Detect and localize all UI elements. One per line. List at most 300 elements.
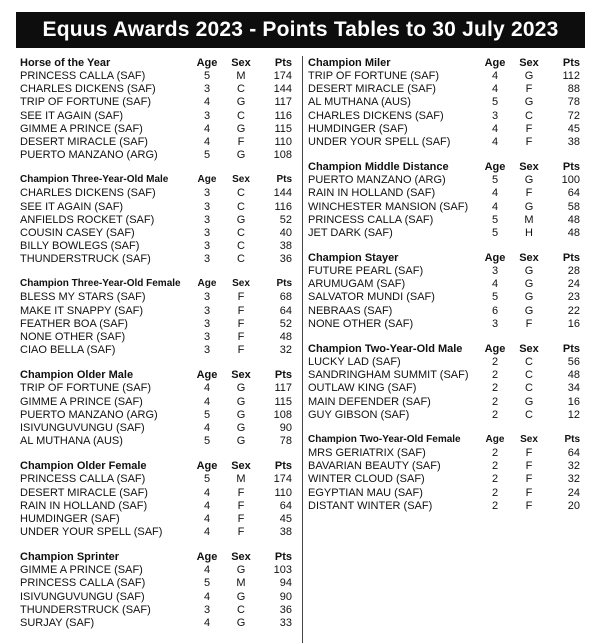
table-row bbox=[308, 201, 586, 214]
horse-name: PRINCESS CALLA (SAF) bbox=[20, 577, 146, 590]
table-row bbox=[20, 96, 298, 109]
horse-age: 2 bbox=[491, 460, 499, 473]
table-title: Champion Older Male bbox=[20, 369, 134, 382]
horse-name: ISIVUNGUVUNGU (SAF) bbox=[20, 590, 145, 603]
horse-name: DESERT MIRACLE (SAF) bbox=[20, 486, 148, 499]
horse-age: 2 bbox=[491, 408, 499, 421]
sex-header: Sex bbox=[519, 343, 539, 355]
table-row bbox=[20, 344, 298, 357]
horse-sex: F bbox=[525, 446, 533, 459]
horse-sex: C bbox=[237, 603, 245, 616]
table-title: Champion Older Female bbox=[20, 460, 147, 473]
horse-name: AL MUTHANA (AUS) bbox=[20, 435, 123, 448]
horse-sex: C bbox=[237, 83, 245, 96]
table-header bbox=[20, 56, 298, 70]
table-row bbox=[308, 369, 586, 382]
table-row bbox=[20, 435, 298, 448]
table-row bbox=[308, 83, 586, 96]
horse-sex: F bbox=[237, 512, 245, 525]
table-row bbox=[20, 70, 298, 83]
pts-header: Pts bbox=[274, 551, 292, 564]
horse-sex: G bbox=[236, 149, 246, 162]
horse-points: 112 bbox=[562, 70, 580, 82]
horse-name: MRS GERIATRIX (SAF) bbox=[308, 446, 426, 459]
horse-age: 3 bbox=[203, 213, 211, 226]
table-row bbox=[308, 318, 586, 331]
horse-age: 2 bbox=[491, 499, 499, 512]
horse-age: 4 bbox=[203, 382, 211, 395]
horse-sex: G bbox=[236, 617, 246, 629]
horse-sex: H bbox=[525, 226, 533, 239]
horse-age: 3 bbox=[203, 253, 211, 266]
sex-header: Sex bbox=[519, 161, 539, 174]
horse-age: 4 bbox=[491, 122, 499, 135]
horse-age: 3 bbox=[203, 83, 211, 96]
horse-name: RAIN IN HOLLAND (SAF) bbox=[20, 499, 148, 512]
table-row bbox=[308, 473, 586, 486]
horse-sex: G bbox=[524, 278, 534, 291]
horse-name: SALVATOR MUNDI (SAF) bbox=[308, 291, 435, 304]
table-row bbox=[20, 187, 298, 200]
horse-name: TRIP OF FORTUNE (SAF) bbox=[20, 96, 151, 109]
horse-points: 58 bbox=[567, 200, 580, 213]
horse-age: 2 bbox=[491, 486, 499, 499]
table-row bbox=[20, 201, 298, 214]
horse-points: 48 bbox=[567, 226, 580, 239]
table-header bbox=[308, 56, 586, 70]
horse-name: GIMME A PRINCE (SAF) bbox=[20, 122, 143, 135]
horse-age: 3 bbox=[491, 109, 499, 122]
horse-sex: F bbox=[237, 526, 245, 539]
table-title: Champion Sprinter bbox=[20, 551, 120, 564]
horse-name: ISIVUNGUVUNGU (SAF) bbox=[20, 421, 145, 434]
horse-name: CHARLES DICKENS (SAF) bbox=[20, 83, 156, 96]
table-row bbox=[20, 291, 298, 304]
horse-sex: F bbox=[237, 291, 245, 304]
horse-points: 38 bbox=[279, 526, 292, 539]
horse-age: 4 bbox=[203, 512, 211, 525]
horse-name: PUERTO MANZANO (ARG) bbox=[20, 149, 158, 162]
horse-name: THUNDERSTRUCK (SAF) bbox=[20, 603, 151, 616]
horse-age: 3 bbox=[203, 240, 211, 253]
age-header: Age bbox=[196, 57, 218, 69]
table-row bbox=[20, 253, 298, 266]
horse-age: 5 bbox=[203, 577, 211, 590]
horse-sex: F bbox=[525, 499, 533, 512]
horse-sex: F bbox=[525, 317, 533, 330]
horse-points: 64 bbox=[567, 187, 580, 200]
horse-points: 103 bbox=[273, 564, 292, 577]
horse-points: 88 bbox=[567, 83, 580, 96]
sex-header: Sex bbox=[231, 57, 251, 69]
table-row bbox=[20, 214, 298, 227]
table-row bbox=[308, 136, 586, 149]
horse-sex: G bbox=[524, 200, 534, 213]
horse-points: 28 bbox=[567, 265, 580, 278]
horse-age: 4 bbox=[491, 83, 499, 96]
age-header: Age bbox=[484, 161, 506, 174]
points-table bbox=[308, 56, 586, 149]
horse-sex: F bbox=[525, 83, 533, 96]
horse-sex: G bbox=[524, 265, 534, 278]
horse-age: 4 bbox=[491, 200, 499, 213]
horse-age: 2 bbox=[491, 473, 499, 486]
table-row bbox=[20, 604, 298, 617]
horse-points: 32 bbox=[567, 473, 580, 486]
horse-age: 2 bbox=[491, 356, 499, 368]
horse-points: 36 bbox=[279, 253, 292, 266]
horse-name: SURJAY (SAF) bbox=[20, 617, 95, 629]
table-title: Champion Three-Year-Old Female bbox=[20, 278, 181, 290]
horse-name: GIMME A PRINCE (SAF) bbox=[20, 564, 143, 577]
horse-age: 5 bbox=[491, 226, 499, 239]
horse-points: 116 bbox=[274, 200, 292, 213]
horse-sex: G bbox=[524, 304, 534, 317]
horse-age: 2 bbox=[491, 395, 499, 408]
horse-age: 4 bbox=[203, 499, 211, 512]
table-title: Champion Miler bbox=[308, 57, 391, 69]
table-row bbox=[308, 123, 586, 136]
points-table bbox=[308, 160, 586, 240]
table-header bbox=[308, 433, 586, 447]
horse-age: 3 bbox=[203, 109, 211, 122]
horse-points: 24 bbox=[567, 278, 580, 291]
horse-points: 117 bbox=[274, 382, 292, 395]
horse-sex: C bbox=[525, 382, 533, 395]
table-row bbox=[20, 305, 298, 318]
table-row bbox=[308, 500, 586, 513]
horse-sex: G bbox=[236, 382, 246, 395]
table-row bbox=[20, 123, 298, 136]
table-row bbox=[308, 460, 586, 473]
column-divider bbox=[302, 56, 303, 643]
pts-header: Pts bbox=[276, 278, 292, 290]
table-row bbox=[308, 70, 586, 83]
horse-points: 32 bbox=[279, 344, 292, 357]
horse-name: ARUMUGAM (SAF) bbox=[308, 278, 406, 291]
horse-points: 38 bbox=[567, 135, 580, 148]
horse-name: SEE IT AGAIN (SAF) bbox=[20, 200, 124, 213]
horse-sex: G bbox=[236, 564, 246, 577]
horse-age: 5 bbox=[203, 70, 211, 82]
table-row bbox=[308, 447, 586, 460]
horse-points: 116 bbox=[274, 109, 292, 122]
horse-sex: G bbox=[524, 395, 534, 408]
horse-name: WINTER CLOUD (SAF) bbox=[308, 473, 425, 486]
page-title: Equus Awards 2023 - Points Tables to 30 July 2023 bbox=[16, 12, 585, 48]
pts-header: Pts bbox=[276, 174, 292, 186]
horse-sex: F bbox=[237, 499, 245, 512]
horse-points: 32 bbox=[567, 460, 580, 473]
table-row bbox=[20, 149, 298, 162]
sex-header: Sex bbox=[232, 278, 250, 290]
table-row bbox=[20, 577, 298, 590]
horse-sex: C bbox=[525, 408, 533, 421]
horse-age: 3 bbox=[203, 187, 211, 200]
horse-points: 64 bbox=[279, 499, 292, 512]
table-row bbox=[20, 526, 298, 539]
horse-points: 68 bbox=[279, 291, 292, 304]
horse-points: 16 bbox=[567, 395, 580, 408]
age-header: Age bbox=[196, 551, 218, 564]
horse-name: COUSIN CASEY (SAF) bbox=[20, 226, 135, 239]
horse-age: 2 bbox=[491, 382, 499, 395]
horse-points: 115 bbox=[274, 395, 292, 408]
horse-points: 94 bbox=[279, 577, 292, 590]
sex-header: Sex bbox=[231, 460, 251, 473]
horse-name: GUY GIBSON (SAF) bbox=[308, 408, 410, 421]
horse-sex: M bbox=[236, 70, 246, 82]
horse-age: 5 bbox=[491, 291, 499, 304]
horse-points: 36 bbox=[279, 603, 292, 616]
horse-age: 4 bbox=[491, 187, 499, 200]
horse-age: 3 bbox=[203, 291, 211, 304]
horse-name: NONE OTHER (SAF) bbox=[308, 317, 414, 330]
horse-name: JET DARK (SAF) bbox=[308, 226, 393, 239]
horse-name: CHARLES DICKENS (SAF) bbox=[20, 187, 156, 200]
table-row bbox=[20, 240, 298, 253]
horse-age: 3 bbox=[491, 265, 499, 278]
horse-name: RAIN IN HOLLAND (SAF) bbox=[308, 187, 436, 200]
horse-points: 24 bbox=[567, 486, 580, 499]
horse-age: 5 bbox=[491, 96, 499, 109]
horse-name: PRINCESS CALLA (SAF) bbox=[20, 473, 146, 486]
horse-age: 3 bbox=[491, 317, 499, 330]
horse-sex: F bbox=[525, 460, 533, 473]
sex-header: Sex bbox=[231, 551, 251, 564]
horse-points: 117 bbox=[274, 96, 292, 109]
table-row bbox=[20, 473, 298, 486]
table-row bbox=[20, 487, 298, 500]
age-header: Age bbox=[484, 252, 506, 265]
horse-name: HUMDINGER (SAF) bbox=[20, 512, 120, 525]
horse-sex: G bbox=[236, 213, 246, 226]
table-row bbox=[308, 265, 586, 278]
horse-name: DISTANT WINTER (SAF) bbox=[308, 499, 433, 512]
points-table bbox=[20, 368, 298, 448]
horse-points: 78 bbox=[567, 96, 580, 109]
table-row bbox=[308, 96, 586, 109]
horse-name: LUCKY LAD (SAF) bbox=[308, 356, 401, 368]
table-row bbox=[20, 513, 298, 526]
horse-sex: C bbox=[237, 200, 245, 213]
table-row bbox=[308, 396, 586, 409]
horse-name: NEBRAAS (SAF) bbox=[308, 304, 393, 317]
table-row bbox=[308, 187, 586, 200]
right-column bbox=[308, 56, 586, 524]
table-row bbox=[20, 331, 298, 344]
horse-sex: F bbox=[525, 473, 533, 486]
horse-name: FUTURE PEARL (SAF) bbox=[308, 265, 424, 278]
horse-age: 4 bbox=[491, 135, 499, 148]
table-title: Horse of the Year bbox=[20, 57, 111, 69]
table-title: Champion Middle Distance bbox=[308, 161, 449, 174]
horse-points: 40 bbox=[279, 226, 292, 239]
table-row bbox=[20, 396, 298, 409]
sex-header: Sex bbox=[231, 369, 251, 382]
horse-sex: G bbox=[236, 590, 246, 603]
table-row bbox=[20, 409, 298, 422]
horse-sex: C bbox=[237, 109, 245, 122]
horse-points: 48 bbox=[567, 369, 580, 382]
horse-age: 5 bbox=[203, 149, 211, 162]
points-table bbox=[20, 550, 298, 630]
horse-points: 174 bbox=[273, 473, 292, 486]
points-table bbox=[20, 173, 298, 266]
horse-sex: G bbox=[236, 435, 246, 448]
table-header bbox=[20, 550, 298, 564]
table-row bbox=[20, 227, 298, 240]
table-row bbox=[20, 500, 298, 513]
table-row bbox=[308, 382, 586, 395]
horse-sex: C bbox=[525, 356, 533, 368]
horse-sex: F bbox=[525, 135, 533, 148]
horse-points: 78 bbox=[279, 435, 292, 448]
pts-header: Pts bbox=[562, 161, 580, 174]
horse-name: MAIN DEFENDER (SAF) bbox=[308, 395, 431, 408]
horse-points: 64 bbox=[279, 304, 292, 317]
horse-points: 90 bbox=[279, 421, 292, 434]
horse-sex: G bbox=[236, 421, 246, 434]
horse-age: 4 bbox=[491, 278, 499, 291]
horse-age: 3 bbox=[203, 304, 211, 317]
horse-name: THUNDERSTRUCK (SAF) bbox=[20, 253, 151, 266]
horse-points: 52 bbox=[279, 213, 292, 226]
horse-sex: M bbox=[236, 577, 246, 590]
horse-points: 48 bbox=[279, 331, 292, 343]
horse-points: 56 bbox=[567, 356, 580, 368]
table-header bbox=[20, 277, 298, 291]
horse-sex: C bbox=[237, 187, 245, 200]
horse-name: AL MUTHANA (AUS) bbox=[308, 96, 411, 109]
horse-name: PUERTO MANZANO (ARG) bbox=[308, 174, 446, 187]
table-row bbox=[20, 591, 298, 604]
horse-points: 52 bbox=[279, 317, 292, 330]
horse-sex: F bbox=[525, 187, 533, 200]
horse-name: WINCHESTER MANSION (SAF) bbox=[308, 200, 469, 213]
table-title: Champion Two-Year-Old Male bbox=[308, 343, 463, 355]
table-header bbox=[20, 368, 298, 382]
horse-sex: F bbox=[525, 486, 533, 499]
table-row bbox=[20, 83, 298, 96]
horse-age: 4 bbox=[203, 486, 211, 499]
table-row bbox=[308, 291, 586, 304]
horse-points: 90 bbox=[279, 590, 292, 603]
table-title: Champion Stayer bbox=[308, 252, 399, 265]
table-row bbox=[308, 356, 586, 369]
horse-age: 3 bbox=[203, 226, 211, 239]
table-row bbox=[308, 305, 586, 318]
horse-sex: G bbox=[236, 408, 246, 421]
horse-points: 20 bbox=[567, 499, 580, 512]
table-row bbox=[308, 409, 586, 422]
horse-name: CHARLES DICKENS (SAF) bbox=[308, 109, 444, 122]
table-row bbox=[20, 136, 298, 149]
table-row bbox=[308, 487, 586, 500]
table-row bbox=[20, 617, 298, 630]
points-table bbox=[20, 459, 298, 539]
table-row bbox=[20, 382, 298, 395]
horse-points: 108 bbox=[273, 408, 292, 421]
horse-sex: F bbox=[525, 122, 533, 135]
horse-name: PRINCESS CALLA (SAF) bbox=[308, 213, 434, 226]
horse-points: 115 bbox=[274, 122, 292, 135]
horse-age: 3 bbox=[203, 344, 211, 357]
horse-age: 4 bbox=[491, 70, 499, 82]
horse-points: 23 bbox=[567, 291, 580, 304]
horse-name: MAKE IT SNAPPY (SAF) bbox=[20, 304, 144, 317]
horse-name: HUMDINGER (SAF) bbox=[308, 122, 408, 135]
points-table bbox=[308, 251, 586, 331]
horse-name: FEATHER BOA (SAF) bbox=[20, 317, 128, 330]
horse-sex: C bbox=[237, 253, 245, 266]
horse-age: 3 bbox=[203, 331, 211, 343]
horse-age: 4 bbox=[203, 526, 211, 539]
table-row bbox=[308, 227, 586, 240]
pts-header: Pts bbox=[562, 252, 580, 265]
horse-name: OUTLAW KING (SAF) bbox=[308, 382, 417, 395]
age-header: Age bbox=[484, 343, 506, 355]
sex-header: Sex bbox=[520, 433, 538, 445]
sex-header: Sex bbox=[519, 252, 539, 265]
horse-name: CIAO BELLA (SAF) bbox=[20, 344, 116, 357]
table-row bbox=[308, 110, 586, 123]
horse-name: NONE OTHER (SAF) bbox=[20, 331, 126, 343]
horse-name: GIMME A PRINCE (SAF) bbox=[20, 395, 143, 408]
horse-sex: G bbox=[524, 291, 534, 304]
horse-age: 5 bbox=[203, 473, 211, 486]
horse-points: 108 bbox=[273, 149, 292, 162]
horse-age: 5 bbox=[203, 408, 211, 421]
age-header: Age bbox=[197, 278, 217, 290]
sex-header: Sex bbox=[232, 174, 250, 186]
horse-name: DESERT MIRACLE (SAF) bbox=[20, 135, 148, 148]
horse-name: UNDER YOUR SPELL (SAF) bbox=[308, 135, 451, 148]
horse-sex: G bbox=[236, 395, 246, 408]
table-row bbox=[308, 214, 586, 227]
horse-sex: G bbox=[524, 96, 534, 109]
horse-sex: C bbox=[237, 240, 245, 253]
horse-points: 110 bbox=[274, 486, 292, 499]
horse-sex: F bbox=[237, 135, 245, 148]
horse-sex: F bbox=[237, 317, 245, 330]
horse-age: 4 bbox=[203, 96, 211, 109]
points-table bbox=[20, 277, 298, 357]
horse-age: 4 bbox=[203, 122, 211, 135]
horse-points: 110 bbox=[274, 135, 292, 148]
left-column bbox=[20, 56, 298, 641]
table-header bbox=[308, 342, 586, 356]
horse-age: 3 bbox=[203, 317, 211, 330]
horse-points: 45 bbox=[567, 122, 580, 135]
horse-points: 33 bbox=[279, 617, 292, 629]
horse-points: 48 bbox=[567, 213, 580, 226]
horse-name: BAVARIAN BEAUTY (SAF) bbox=[308, 460, 441, 473]
pts-header: Pts bbox=[274, 369, 292, 382]
horse-age: 2 bbox=[491, 369, 499, 382]
horse-name: UNDER YOUR SPELL (SAF) bbox=[20, 526, 163, 539]
pts-header: Pts bbox=[562, 343, 580, 355]
horse-age: 3 bbox=[203, 200, 211, 213]
table-header bbox=[308, 160, 586, 174]
horse-age: 5 bbox=[491, 174, 499, 187]
horse-points: 34 bbox=[567, 382, 580, 395]
age-header: Age bbox=[484, 57, 506, 69]
horse-sex: G bbox=[524, 70, 534, 82]
horse-points: 22 bbox=[567, 304, 580, 317]
horse-sex: M bbox=[524, 213, 534, 226]
horse-sex: M bbox=[236, 473, 246, 486]
